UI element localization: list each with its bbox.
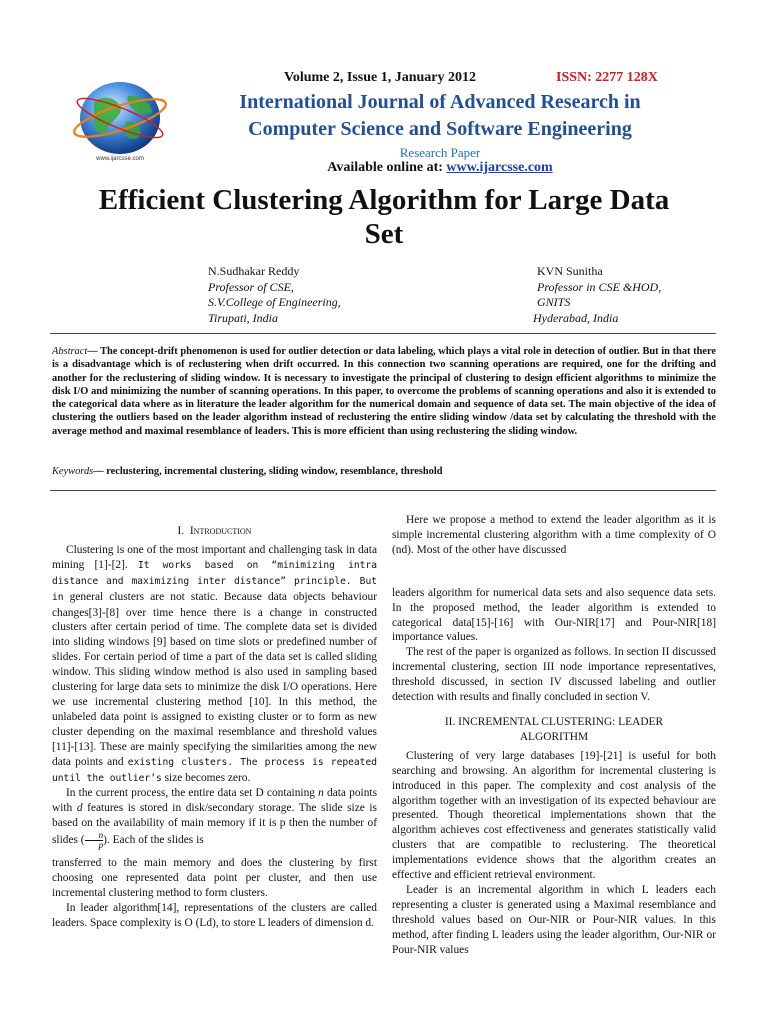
divider-top bbox=[50, 333, 716, 334]
mono-text: existing clusters. The process is repeated until the outlier’s bbox=[52, 756, 378, 784]
fraction-numerator: n bbox=[85, 831, 104, 841]
paragraph bbox=[52, 786, 377, 850]
journal-title-line2: Computer Science and Software Engineering bbox=[248, 118, 632, 140]
abstract bbox=[52, 345, 716, 438]
author-affiliation: Hyderabad, India bbox=[533, 310, 619, 325]
abstract-text: The concept-drift phenomenon is used for outlier detection or data labeling, which plays a vital role in detection of outlier. But in that there is a disadvantage which is of reclustering when drift occurred. In this connection two scanning operations are required, one for the drifting and another for the reclustering of sliding window. It is necessary to investigate the principal of clustering to design efficient algorithms to minimize the disk I/O and minimizing the number of scanning operations. In this paper, to overcome the problems of scanning operations and also it is extended to the categorical data where as in literature the leader algorithm for the numerical domain and sequence of data set. The main objective of the idea of clustering the outliers based on the leader algorithm instead of reclustering the entire sliding window /data set by calculating the threshold with the average method and maximal resemblance of leaders. This is more efficient than using reclustering the sliding window. bbox=[52, 346, 716, 437]
paragraph: The rest of the paper is organized as follows. In section II discussed incremental clustering, section III node importance representatives, threshold discussed, in section IV discussed labeling and outlier detection with results and finally concluded in section V. bbox=[392, 646, 716, 704]
heading-line: ALGORITHM bbox=[519, 730, 589, 743]
author-1 bbox=[208, 264, 341, 326]
paper-type: Research Paper bbox=[399, 145, 481, 160]
fraction-denominator: p bbox=[98, 840, 104, 851]
var: d bbox=[76, 802, 83, 815]
abstract-dash: — bbox=[87, 346, 101, 357]
issn: ISSN: 2277 128X bbox=[556, 70, 658, 85]
section-heading bbox=[52, 524, 377, 539]
author-name: N.Sudhakar Reddy bbox=[208, 264, 300, 278]
mono-text: It works based on “minimizing intra distance and maximizing inter distance” principle. But in bbox=[52, 559, 377, 603]
var: n bbox=[318, 787, 324, 800]
fraction bbox=[85, 831, 104, 850]
divider-bottom bbox=[50, 490, 716, 491]
logo-url: www.ijarcsse.com bbox=[96, 156, 144, 162]
text: general clusters are not static. Because data objects behaviour changes[3]-[8] over time hence there is a change in constructed clusters after certain period of time. The complete data set is divided into sliding windows [9] based on time slots or predefined number of slides. For certain period of time a part of the data set is called sliding window. This sliding window method is also used in sampling based clustering for large data sets to minimize the disk I/O operations. Here we use incremental clustering method [10]. In this method, the unlabeled data point is assigned to existing cluster or to form as new cluster depending on the maximal resemblance and threshold values [11]-[13]. These are mainly specifying the similarities among the new data points and bbox=[52, 590, 377, 768]
paper-title-line1: Efficient Clustering Algorithm for Large Data bbox=[98, 184, 670, 216]
journal-title-line1: International Journal of Advanced Research in bbox=[239, 91, 641, 113]
paragraph: In leader algorithm[14], representations of the clusters are called leaders. Space complexity is O (Ld), to store L leaders of dimension d. bbox=[52, 901, 377, 929]
text: size becomes zero. bbox=[161, 771, 251, 784]
paragraph: Leader is an incremental algorithm in which L leaders each representing a cluster is generated using a Maximal resemblance and threshold values based on Our-NIR or Pour-NIR values. In this method, after finding L leaders using the leader algorithm, Our-NIR or Pour-NIR values bbox=[392, 883, 716, 956]
heading-line: II. INCREMENTAL CLUSTERING: LEADER bbox=[444, 715, 664, 728]
keywords-dash: — bbox=[93, 466, 107, 477]
author-affiliation: S.V.College of Engineering, bbox=[208, 295, 341, 309]
author-name: KVN Sunitha bbox=[537, 264, 603, 278]
keywords bbox=[52, 466, 443, 477]
keywords-text: reclustering, incremental clustering, sliding window, resemblance, threshold bbox=[106, 466, 443, 477]
right-column bbox=[392, 513, 716, 957]
author-affiliation: GNITS bbox=[537, 295, 571, 309]
text: data points with bbox=[52, 787, 378, 815]
author-affiliation: Professor of CSE, bbox=[208, 279, 294, 294]
available-label: Available online at: bbox=[327, 160, 447, 175]
paragraph: transferred to the main memory and does the clustering by first choosing one represented data point per cluster, and then use incremental clustering method to form clusters. bbox=[52, 857, 377, 899]
author-affiliation: Professor in CSE &HOD, bbox=[537, 279, 662, 294]
heading-text: Introduction bbox=[189, 525, 252, 537]
keywords-label: Keywords bbox=[52, 466, 94, 477]
section-heading bbox=[392, 715, 716, 745]
heading-number: I. bbox=[177, 525, 185, 537]
left-column bbox=[52, 524, 377, 931]
paragraph: Here we propose a method to extend the leader algorithm as it is simple incremental clustering algorithm with a time complexity of O (nd). Most of the other have discussed bbox=[392, 514, 716, 556]
paper-title-line2: Set bbox=[364, 218, 404, 250]
text: features is stored in disk/secondary storage. The slide size is based on the availability of main memory if it is p then the number of slides ( bbox=[52, 802, 377, 847]
text: ). Each of the slides is bbox=[103, 834, 204, 847]
paragraph: leaders algorithm for numerical data sets and also sequence data sets. In the proposed method, the leader algorithm is extended to categorical data[15]-[16] with Our-NIR[17] and Pour-NIR[18] importance values. bbox=[392, 586, 716, 644]
volume-info: Volume 2, Issue 1, January 2012 bbox=[284, 70, 477, 85]
available-online bbox=[200, 160, 680, 176]
text: Clustering is one of the most important and challenging task in data mining [1]-[2]. bbox=[52, 543, 377, 571]
journal-link[interactable]: www.ijarcsse.com bbox=[446, 160, 553, 175]
paragraph: Clustering of very large databases [19]-[21] is useful for both searching and browsing. An algorithm for incremental clustering is introduced in this paper. The complexity and cost analysis of the algorithm together with an investigation of its expected behaviour are presented. Though theoretical implementations shown that the algorithm achieves cost effectiveness and generates statistically valid clusters that are compatible to reclustering. The theoretical implementations evidence shows that the algorithm creates an effective and efficient retrieval environment. bbox=[392, 749, 716, 882]
text: In the current process, the entire data set D containing bbox=[66, 787, 319, 800]
author-2 bbox=[533, 264, 662, 326]
paragraph bbox=[52, 543, 377, 787]
abstract-label: Abstract bbox=[52, 346, 88, 357]
paper-title bbox=[40, 183, 728, 251]
author-affiliation: Tirupati, India bbox=[208, 310, 279, 325]
